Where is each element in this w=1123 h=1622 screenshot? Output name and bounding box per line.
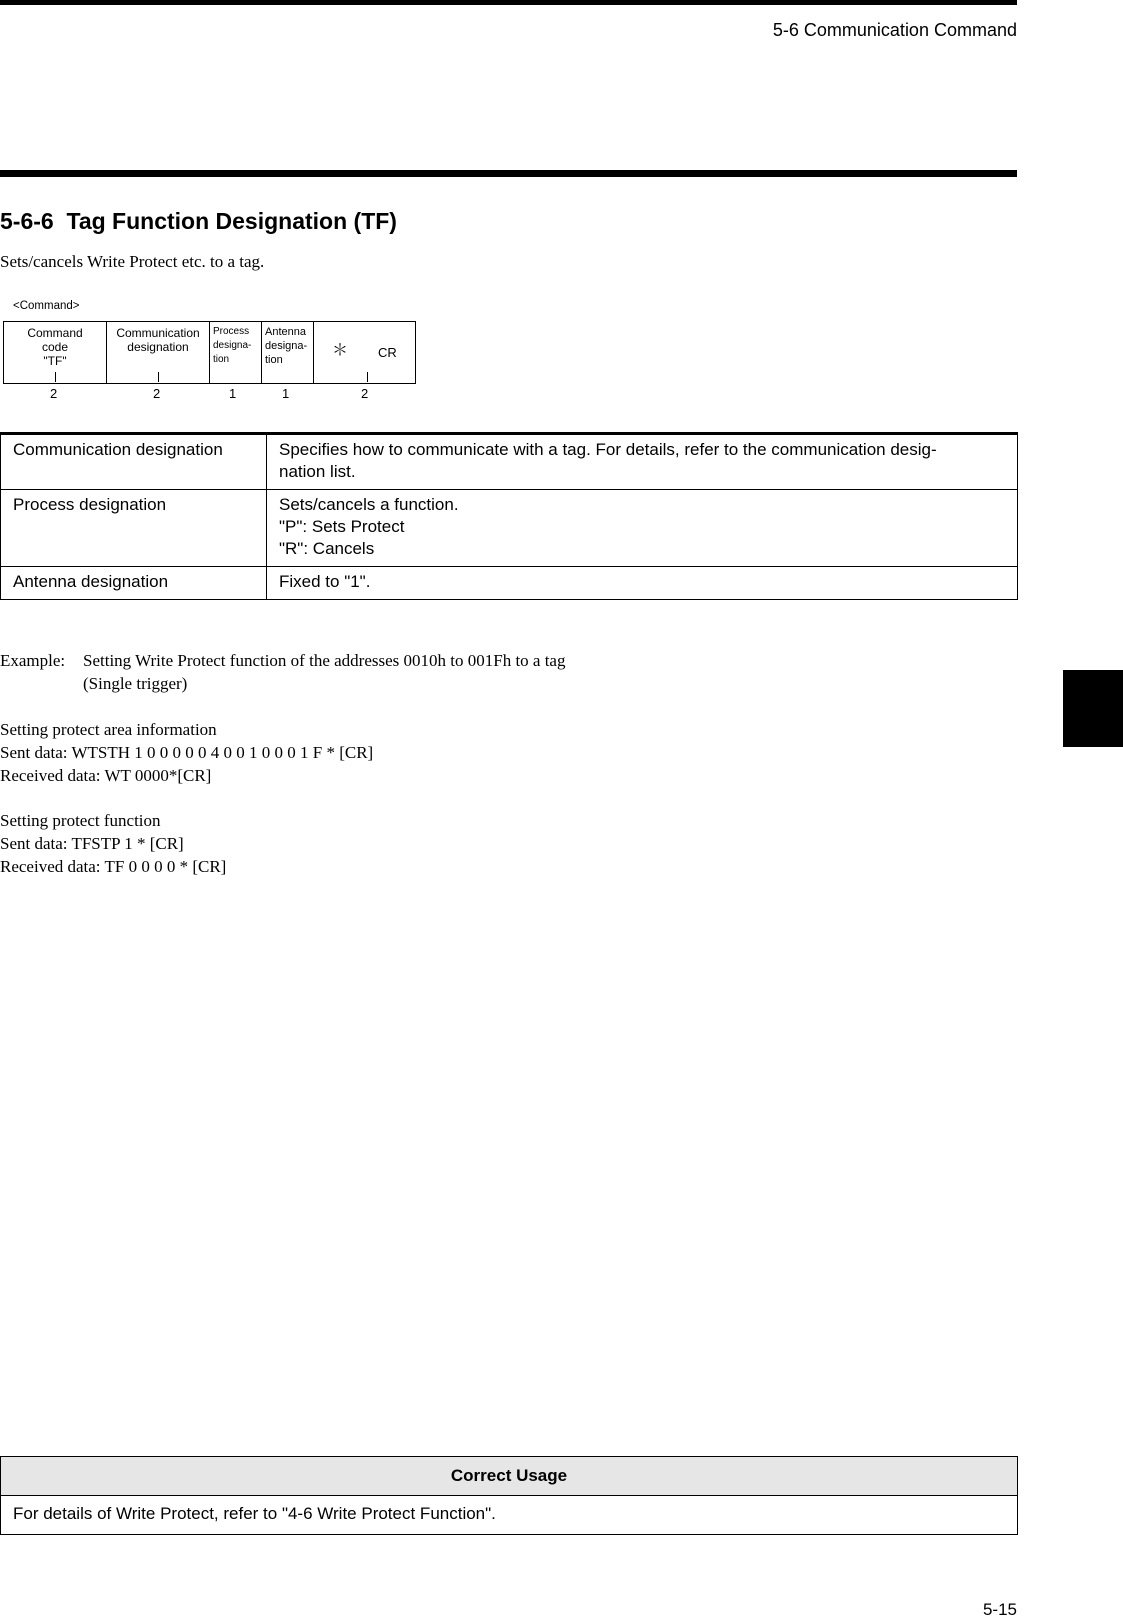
field-terminator <box>314 322 414 383</box>
field-length: 1 <box>229 386 237 401</box>
sent-data: Sent data: WTSTH 1 0 0 0 0 0 4 0 0 1 0 0 0 1 F * [CR] <box>0 743 374 762</box>
running-header: 5-6 Communication Command <box>772 20 1017 40</box>
designation-table <box>0 434 1018 600</box>
section-title: 5-6-6 Tag Function Designation (TF) <box>0 208 397 234</box>
asterisk-symbol: ＊ <box>332 342 349 359</box>
table-row <box>1 567 1018 600</box>
correct-usage-box <box>0 1456 1018 1535</box>
row-item: Antenna designation <box>1 567 267 600</box>
command-label: <Command> <box>13 300 80 312</box>
example-description-2: (Single trigger) <box>83 674 188 693</box>
row-description: Fixed to "1". <box>267 567 1018 600</box>
example-description: Setting Write Protect function of the addresses 0010h to 001Fh to a tag <box>83 651 566 670</box>
row-item: Communication designation <box>1 435 267 490</box>
command-format-diagram <box>3 321 416 384</box>
field-process-designation: Process designa- tion <box>210 322 262 383</box>
row-description: Specifies how to communicate with a tag. For details, refer to the communication desig- nation list. <box>267 435 1018 490</box>
table-row <box>1 435 1018 490</box>
field-length: 1 <box>282 386 290 401</box>
example-step-title: Setting protect area information <box>0 720 217 739</box>
row-description: Sets/cancels a function. "P": Sets Protect "R": Cancels <box>267 490 1018 567</box>
table-row <box>1 490 1018 567</box>
field-command-code: Command code "TF" <box>4 322 107 383</box>
field-length: 2 <box>50 386 58 401</box>
example-step-title: Setting protect function <box>0 811 161 830</box>
chapter-thumb-tab <box>1063 670 1123 747</box>
example-label: Example: <box>0 651 66 670</box>
received-data: Received data: TF 0 0 0 0 * [CR] <box>0 857 227 876</box>
field-length: 2 <box>153 386 161 401</box>
section-intro: Sets/cancels Write Protect etc. to a tag. <box>0 252 265 271</box>
correct-usage-title: Correct Usage <box>1 1457 1017 1496</box>
row-item: Process designation <box>1 490 267 567</box>
field-length: 2 <box>361 386 369 401</box>
correct-usage-text: For details of Write Protect, refer to "4-6 Write Protect Function". <box>13 1504 496 1523</box>
cr-symbol: CR <box>378 345 397 360</box>
header-rule <box>0 0 1017 5</box>
page-number: 5-15 <box>982 1600 1017 1619</box>
sent-data: Sent data: TFSTP 1 * [CR] <box>0 834 184 853</box>
field-antenna-designation: Antenna designa- tion <box>262 322 314 383</box>
field-communication-designation: Communication designation <box>107 322 210 383</box>
section-rule <box>0 170 1017 177</box>
received-data: Received data: WT 0000*[CR] <box>0 766 212 785</box>
